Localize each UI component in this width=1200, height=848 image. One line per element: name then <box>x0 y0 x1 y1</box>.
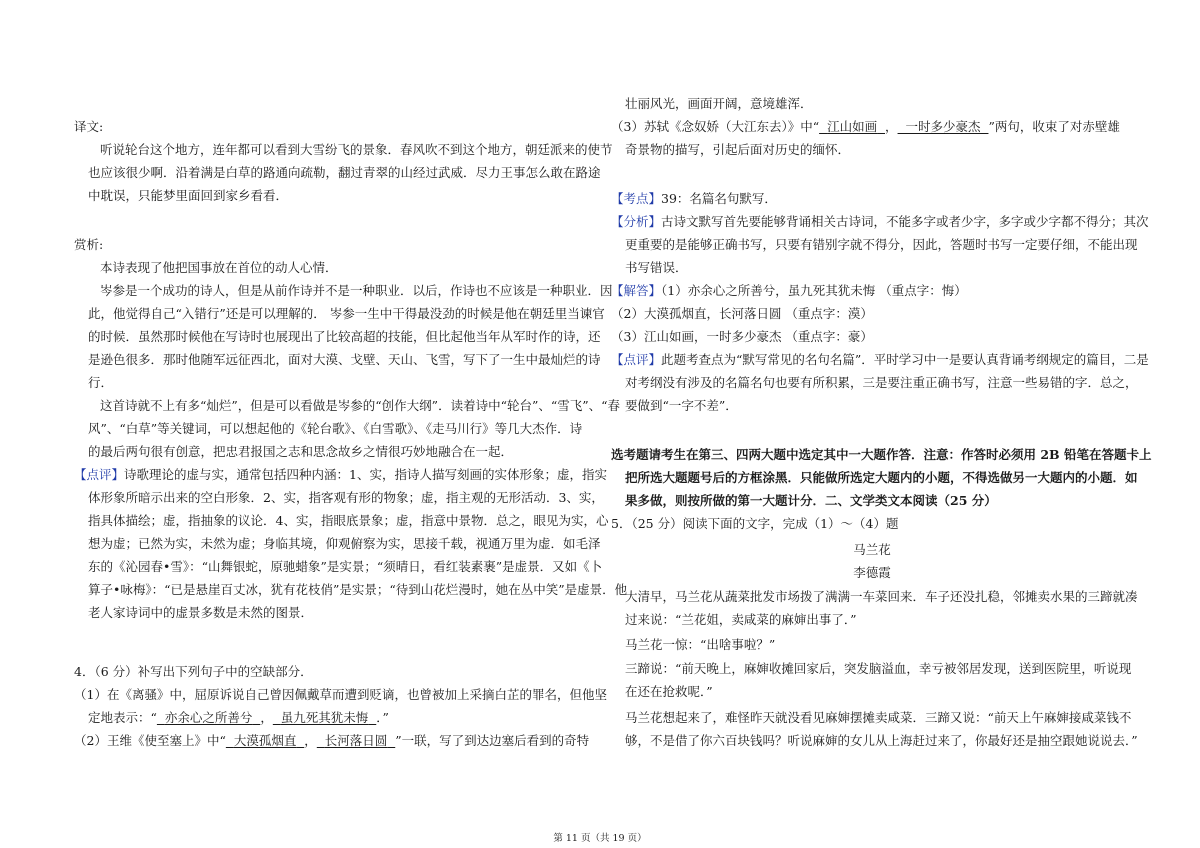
appreciation-label: 赏析: <box>74 237 104 252</box>
question-4-3-line-2: 奇景物的描写，引起后面对历史的缅怀． <box>625 142 851 157</box>
notice-line-1: 选考题请考生在第三、四两大题中选定其中一大题作答．注意：作答时必须用 2B 铅笔在答题卡上 <box>611 447 1152 462</box>
review-line-2: 对考纲没有涉及的名篇名句也要有所积累，三是要注重正确书写，注意一些易错的字．总之， <box>625 375 1138 390</box>
comment-paragraph <box>74 467 607 483</box>
appreciation-line-2: 岑参是一个成功的诗人，但是从前作诗并不是一种职业．以后，作诗也不应该是一种职业．因 <box>100 283 613 298</box>
solution-line-2: （2）大漠孤烟直，长河落日圆 （重点字：漠） <box>611 306 873 321</box>
review-tag: 【点评】 <box>611 352 662 367</box>
translation-line-2: 也应该很少啊．沿着满是白草的路通向疏勒，翻过青翠的山经过武威．尽力王事怎么敢在路途 <box>88 165 601 180</box>
notice-line-2: 把所选大题题号后的方框涂黑．只能做所选定大题内的小题，不得选做另一大题内的小题．如 <box>625 470 1138 485</box>
appreciation-line-9: 的最后两句很有创意，把忠君报国之志和思念故乡之情很巧妙地融合在一起． <box>88 444 514 459</box>
appreciation-line-5: 是逊色很多．那时他随军远征西北，面对大漠、戈壁、天山、飞雪，写下了一生中最灿烂的诗 <box>88 352 601 367</box>
appreciation-line-3: 此，他觉得自己“入错行”还是可以理解的． 岑参一生中干得最没劲的时候是他在朝廷里当谏官 <box>88 306 605 321</box>
solution-line-3: （3）江山如画，一时多少豪杰 （重点字：豪） <box>611 329 873 344</box>
answer-blank: 亦余心之所善兮 <box>164 710 253 725</box>
review-line-3: 要做到“一字不差”． <box>625 398 738 413</box>
question-4-2-line-1: （2）王维《使至塞上》中“ 大漠孤烟直 ， 长河落日圆 ”一联，写了到达边塞后看到的奇特 <box>74 733 590 748</box>
analysis-line-3: 书写错误． <box>625 260 688 275</box>
question-5-title: 5．（25 分）阅读下面的文字，完成（1）～（4）题 <box>611 516 899 531</box>
appreciation-line-4: 的时候．虽然那时候他在写诗时也展现出了比较高超的技能，但比起他当年从军时作的诗，还 <box>88 329 601 344</box>
story-line-2: 过来说：“兰花姐，卖咸菜的麻婶出事了．” <box>625 612 857 627</box>
comment-line-1: 诗歌理论的虚与实，通常包括四种内涵：1、实，指诗人描写刻画的实体形象；虚，指实 <box>124 467 607 482</box>
appreciation-line-6: 行． <box>88 375 114 390</box>
answer-blank: 虽九死其犹未悔 <box>280 710 369 725</box>
answer-blank: 一时多少豪杰 <box>905 119 981 134</box>
story-line-1: 大清早，马兰花从蔬菜批发市场拨了满满一车菜回来．车子还没扎稳，邻摊卖水果的三蹄就凑 <box>625 589 1138 604</box>
translation-line-3: 中耽误，只能梦里面回到家乡看看． <box>88 188 289 203</box>
comment-line-2: 体形象所暗示出来的空白形象．2、实，指客观有形的物象；虚，指主观的无形活动．3、实， <box>88 490 604 505</box>
answer-blank: 长河落日圆 <box>324 733 388 748</box>
appreciation-line-1: 本诗表现了他把国事放在首位的动人心情． <box>100 260 338 275</box>
appreciation-line-7: 这首诗就不上有多“灿烂”，但是可以看做是岑参的“创作大纲”．读着诗中“轮台”、“雪飞”、“春 <box>100 398 621 413</box>
answer-blank: 江山如画 <box>827 119 878 134</box>
exam-point: 【考点】39：名篇名句默写． <box>611 191 777 206</box>
comment-line-3: 指具体描绘；虚，指抽象的议论．4、实，指眼底景象；虚，指意中景物．总之，眼见为实，心 <box>88 513 609 528</box>
translation-line-1: 听说轮台这个地方，连年都可以看到大雪纷飞的景象．春风吹不到这个地方，朝廷派来的使节 <box>100 142 613 157</box>
question-4-1-line-1: （1）在《离骚》中，屈原诉说自己曾因佩戴草而遭到贬谪，也曾被加上采摘白芷的罪名，但他坚 <box>74 687 607 702</box>
solution-tag: 【解答】 <box>611 283 662 298</box>
story-line-3: 马兰花一惊：“出啥事啦？” <box>625 637 776 652</box>
translation-label: 译文: <box>74 119 104 134</box>
page-footer: 第 11 页（共 19 页） <box>553 833 647 844</box>
story-line-4: 三蹄说：“前天晚上，麻婶收摊回家后，突发脑溢血，幸亏被邻居发现，送到医院里，听说现 <box>625 661 1132 676</box>
story-line-6: 马兰花想起来了，难怪昨天就没看见麻婶摆摊卖咸菜．三蹄又说：“前天上午麻婶接咸菜钱不 <box>625 710 1132 725</box>
answer-blank: 大漠孤烟直 <box>233 733 297 748</box>
review-line-1: 【点评】此题考查点为“默写常见的名句名篇”．平时学习中一是要认真背诵考纲规定的篇目，二是 <box>611 352 1149 367</box>
notice-line-3: 果多做，则按所做的第一大题计分．二、文学类文本阅读（25 分） <box>625 493 997 508</box>
analysis-line-2: 更重要的是能够正确书写，只要有错别字就不得分，因此，答题时书写一定要仔细，不能出现 <box>625 237 1138 252</box>
analysis-line-1: 【分析】古诗文默写首先要能够背诵相关古诗词，不能多字或者少字，多字或少字都不得分；其次 <box>611 214 1149 229</box>
comment-line-6: 算子•咏梅》：“已是悬崖百丈冰，犹有花枝俏”是实景；“待到山花烂漫时，她在丛中笑”是虚景．他 <box>88 582 628 597</box>
story-author: 李德霞 <box>853 565 891 580</box>
analysis-tag: 【分析】 <box>611 214 662 229</box>
comment-tag: 【点评】 <box>74 467 125 482</box>
question-4-1-line-2: 定地表示：“ 亦余心之所善兮 ， 虽九死其犹未悔 ．” <box>88 710 389 725</box>
story-line-7: 够，不是借了你六百块钱吗？听说麻婶的女儿从上海赶过来了，你最好还是抽空跟她说说去．” <box>625 733 1138 748</box>
appreciation-line-8: 风”、“白草”等关键词，可以想起他的《轮台歌》、《白雪歌》、《走马川行》等几大杰作．诗 <box>88 421 583 436</box>
comment-line-7: 老人家诗词中的虚景多数是未然的图景． <box>88 605 314 620</box>
question-4-title: 4．（6 分）补写出下列句子中的空缺部分． <box>74 664 313 679</box>
question-4-3-line-1: （3）苏轼《念奴娇（大江东去）》中“ 江山如画 ， 一时多少豪杰 ”两句，收束了对赤壁雄 <box>611 119 1120 134</box>
comment-line-4: 想为虚；已然为实，未然为虚；身临其境，仰观俯察为实，思接千载，视通万里为虚．如毛泽 <box>88 536 601 551</box>
comment-line-5: 东的《沁园春•雪》：“山舞银蛇，原驰蜡象”是实景；“须晴日，看红装素裹”是虚景．又如《卜 <box>88 559 603 574</box>
question-4-2-continuation: 壮丽风光，画面开阔，意境雄浑． <box>625 96 813 111</box>
story-line-5: 在还在抢救呢．” <box>625 684 713 699</box>
story-title: 马兰花 <box>853 542 891 557</box>
solution-line-1: 【解答】（1）亦余心之所善兮，虽九死其犹未悔 （重点字：悔） <box>611 283 967 298</box>
exam-point-tag: 【考点】 <box>611 191 662 206</box>
